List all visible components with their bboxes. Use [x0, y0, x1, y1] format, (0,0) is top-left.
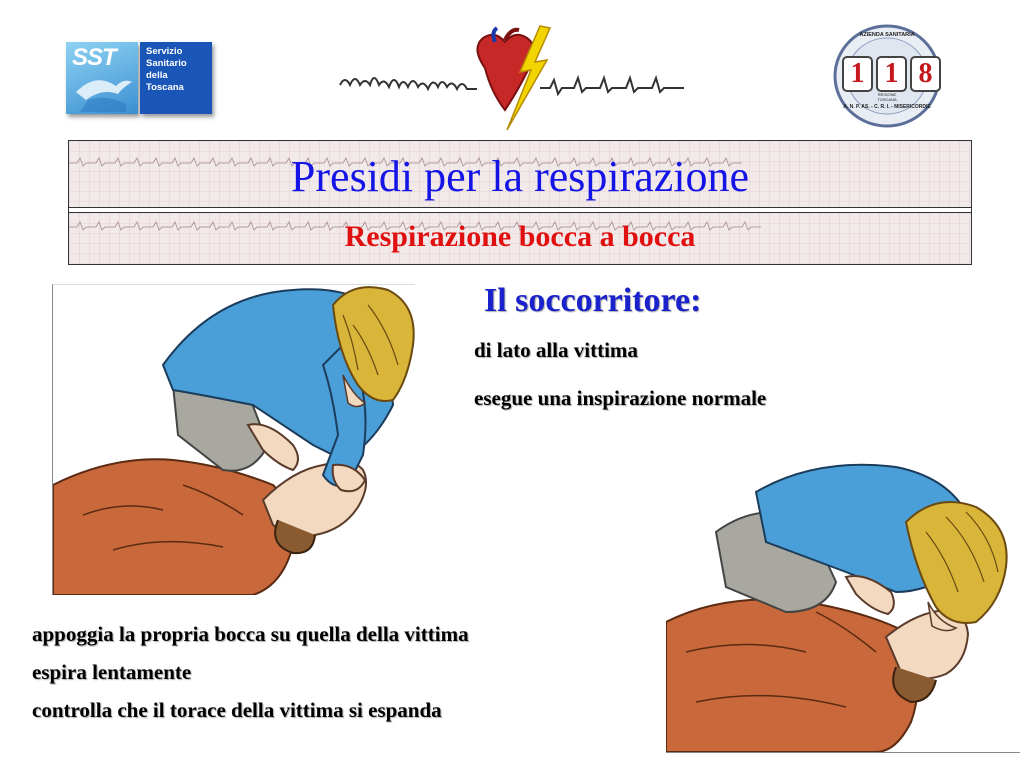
- rescuer-mouth-to-mouth-illustration: [666, 462, 1020, 753]
- step-text: appoggia la propria bocca su quella della vittima: [32, 622, 469, 646]
- sst-line: Sanitario: [146, 58, 187, 69]
- slide-subtitle: Respirazione bocca a bocca: [344, 220, 696, 253]
- 118-badge-bottom-text: A. N. P. AS. - C. R. I. - MISERICORDIE: [843, 104, 931, 110]
- step-text: di lato alla vittima: [474, 338, 638, 362]
- sst-logo-icon: [66, 42, 212, 114]
- sst-line: Servizio: [146, 46, 183, 57]
- 118-badge-icon: [832, 24, 942, 128]
- subtitle-band: [69, 213, 971, 264]
- 118-badge-number: [842, 56, 941, 92]
- title-band: [69, 141, 971, 207]
- 118-digit: 1: [876, 56, 907, 92]
- slide-title: Presidi per la respirazione: [290, 152, 750, 201]
- step-text: controlla che il torace della vittima si espanda: [32, 698, 442, 722]
- 118-badge-region-text: REGIONE TOSCANA: [877, 92, 897, 102]
- sst-line: Toscana: [146, 82, 184, 93]
- rescuer-heading: Il soccorritore:: [484, 282, 702, 319]
- sst-logo-emblem: [66, 42, 138, 114]
- 118-digit: 1: [842, 56, 873, 92]
- 118-badge-top-text: AZIENDA SANITARIA: [859, 32, 915, 38]
- title-banner: [68, 140, 972, 265]
- step-text: espira lentamente: [32, 660, 192, 684]
- sst-logo-text-panel: [140, 42, 212, 114]
- rescuer-tilt-illustration: [52, 284, 415, 595]
- sst-line: della: [146, 70, 168, 81]
- step-text: esegue una inspirazione normale: [474, 386, 767, 410]
- 118-digit: 8: [910, 56, 941, 92]
- sst-logo-abbr: SST: [72, 44, 116, 71]
- heart-ecg-icon: [335, 20, 715, 140]
